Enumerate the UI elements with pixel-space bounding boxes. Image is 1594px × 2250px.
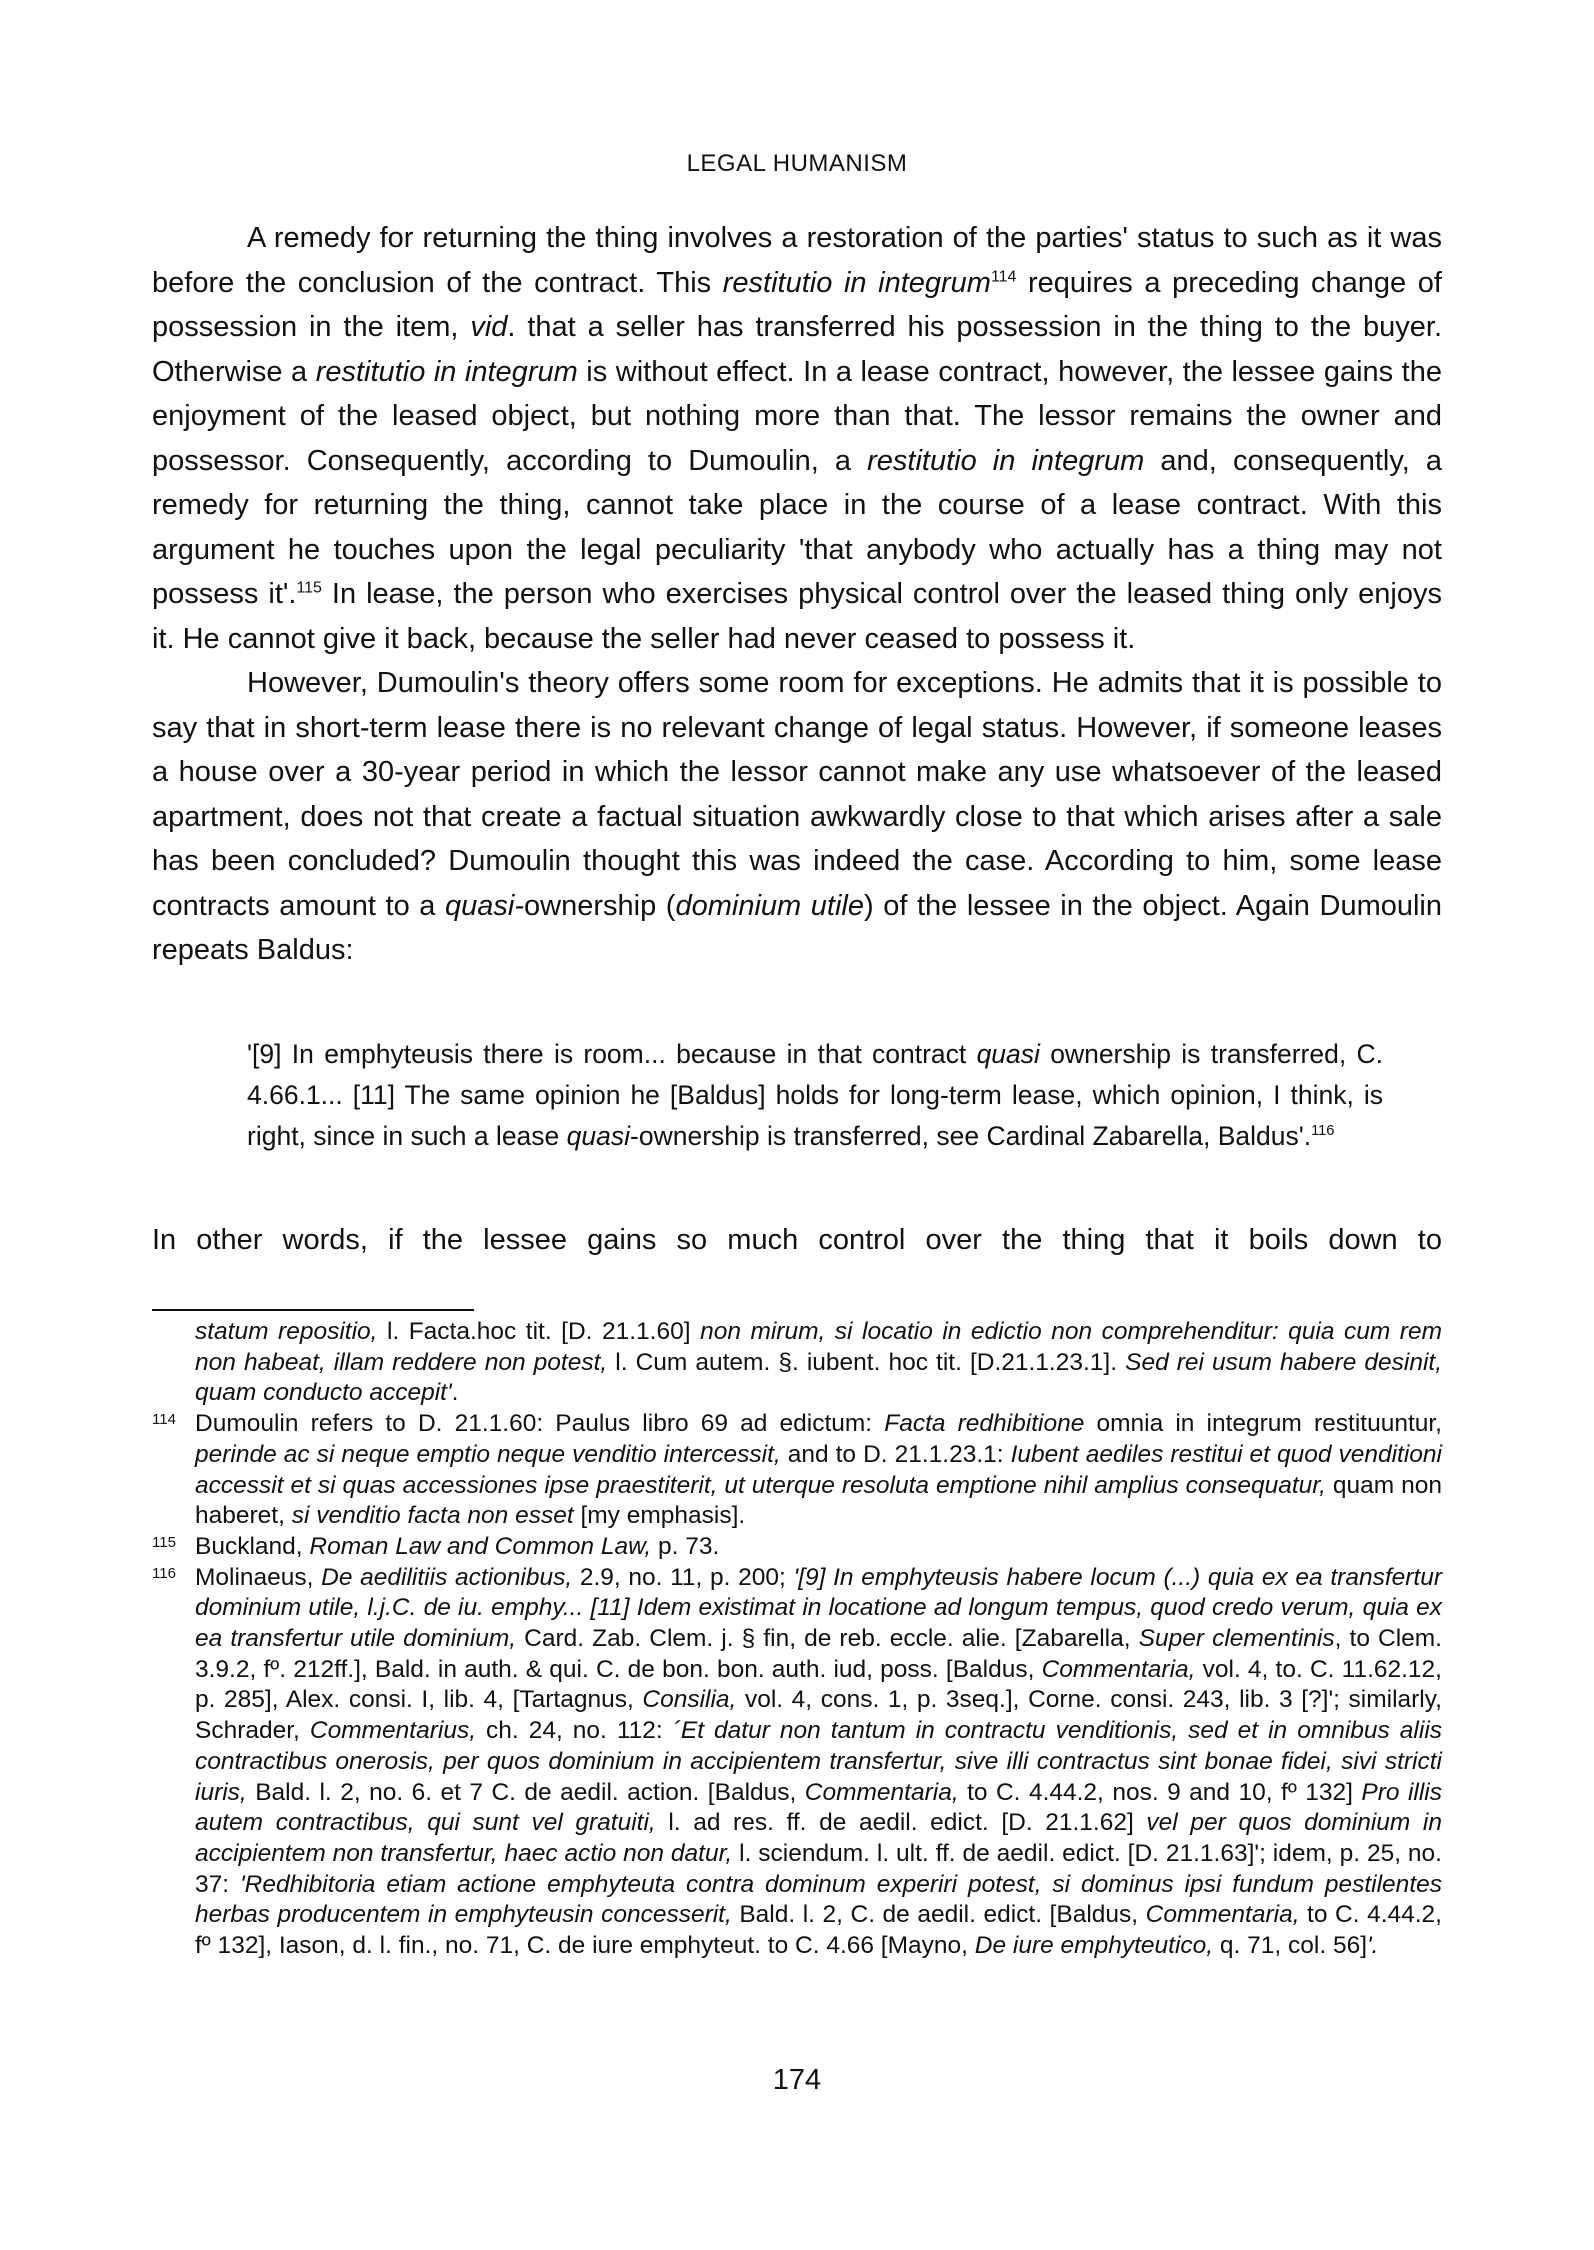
italic-text: De aedilitiis actionibus,	[321, 1563, 573, 1591]
paragraph	[152, 216, 1442, 661]
italic-text: '[9] In emphyteusis habere locum (...) quia ex ea transfertur dominium utile, l.j.C. de iu. emphy... [11] Idem existimat in locatione ad longum tempus, quod credo verum, quia ex ea transfertur utile dominium,	[195, 1563, 1443, 1653]
text-run: . that a seller has transferred his possession in the thing to the buyer. Otherwise a	[152, 311, 1442, 388]
page-number: 174	[772, 2064, 822, 2096]
text-run: [my emphasis].	[573, 1502, 746, 1530]
text-run: ) of the lessee in the object. Again Dumoulin repeats Baldus:	[152, 889, 1442, 966]
block-quote	[247, 1034, 1383, 1157]
text-run: In other words, if the lessee gains so much control over the thing that it boils down to	[152, 1224, 1442, 1256]
text-run: l. sciendum. l. ult. ff. de aedil. edict. [D. 21.1.63]'; idem, p. 25, no. 37:	[195, 1839, 1442, 1898]
footnote-number: 115	[152, 1533, 176, 1551]
text-run: However, Dumoulin's theory offers some room for exceptions. He admits that it is possible to say that in short-term lease there is no relevant change of legal status. However, if someone leases a house over a 30-year period in which the lessor cannot make any use whatsoever of the leased apartment, does not that create a factual situation awkwardly close to that which arises after a sale has been concluded? Dumoulin thought this was indeed the case. According to him, some lease contracts amount to a	[152, 667, 1442, 922]
italic-text: Iubent aediles restitui et quod venditioni accessit et si quas accessiones ipse praestiterit, ut uterque resoluta emptione nihil amplius consequatur,	[195, 1440, 1443, 1499]
italic-text: si venditio facta non esset	[291, 1502, 574, 1530]
italic-text: quasi	[976, 1039, 1040, 1069]
text-run: to C. 4.44.2, fº 132], Iason, d. l. fin., no. 71, C. de iure emphyteut. to C. 4.66 [Mayno,	[195, 1901, 1442, 1960]
italic-text: Commentarius,	[309, 1717, 476, 1745]
text-run: '[9] In emphyteusis there is room... because in that contract	[247, 1039, 977, 1069]
italic-text: quasi-	[445, 889, 525, 922]
text-run: omnia in integrum restituuntur,	[1084, 1410, 1442, 1438]
text-run: .	[451, 1379, 459, 1407]
footnote-116	[152, 1563, 1442, 1962]
italic-text: Pro illis autem contractibus, qui sunt vel gratuiti,	[195, 1778, 1442, 1837]
italic-text: restitutio in integrum	[722, 266, 991, 299]
footnote-115	[152, 1532, 1442, 1563]
text-run: quam non haberet,	[195, 1471, 1442, 1530]
italic-text: Consilia,	[642, 1686, 737, 1714]
text-run: Molinaeus,	[195, 1563, 322, 1591]
text-run: Buckland,	[195, 1532, 310, 1560]
text-run: l. Facta.hoc tit. [D. 21.1.60]	[377, 1318, 701, 1345]
italic-text: 'Redhibitoria etiam actione emphyteuta contra dominum experiri potest, si dominus ipsi fundum pestilentes herbas producentem in emphyteusin concesserit,	[195, 1870, 1442, 1929]
body-text	[152, 216, 1442, 973]
footnote-number: 116	[152, 1564, 176, 1582]
footnote-text	[195, 1533, 719, 1560]
text-run: Bald. l. 2, C. de aedil. edict. [Baldus,	[731, 1901, 1146, 1929]
italic-text: Roman Law and Common Law,	[309, 1532, 652, 1560]
italic-text: Sed rei usum habere desinit, quam conducto accepit'	[195, 1348, 1443, 1407]
text-run: Card. Zab. Clem. j. § fin, de reb. eccle. alie. [Zabarella,	[516, 1625, 1139, 1653]
footnote-reference: 116	[1311, 1123, 1335, 1140]
italic-text: Commentaria,	[804, 1778, 959, 1806]
italic-text: non mirum, si locatio in edictio non comprehenditur: quia cum rem non habeat, illam reddere non potest,	[195, 1318, 1442, 1376]
italic-text: Facta redhibitione	[884, 1410, 1085, 1438]
text-run: A remedy for returning the thing involves a restoration of the parties' status to such as it was before the conclusion of the contract. This	[152, 222, 1442, 299]
text-run: ownership is transferred, C. 4.66.1... [11] The same opinion he [Baldus] holds for long-term lease, which opinion, I think, is right, since in such a lease	[247, 1039, 1384, 1151]
paragraph	[152, 1218, 1442, 1263]
text-run: ownership (	[524, 889, 676, 922]
text-run: -ownership is transferred, see Cardinal Zabarella, Baldus'.	[630, 1121, 1312, 1151]
text-run: ch. 24, no. 112:	[476, 1717, 673, 1745]
text-run: l. Cum autem. §. iubent. hoc tit. [D.21.1.23.1].	[607, 1348, 1126, 1376]
italic-text: vel per quos dominium in accipientem non transfertur, haec actio non datur,	[195, 1809, 1442, 1867]
text-run: 2.9, no. 11, p. 200;	[572, 1563, 794, 1591]
footnote-reference: 114	[990, 267, 1017, 285]
text-run: vol. 4, cons. 1, p. 3seq.], Corne. consi. 243, lib. 3 [?]'; similarly, Schrader,	[195, 1686, 1442, 1745]
footnote-separator	[152, 1309, 474, 1311]
footnote-number: 114	[152, 1411, 176, 1429]
text-run: p. 73.	[651, 1532, 720, 1560]
italic-text: Commentaria,	[1041, 1655, 1196, 1683]
text-run: is without effect. In a lease contract, however, the lessee gains the enjoyment of the leased object, but nothing more than that. The lessor remains the owner and possessor. Consequently, according to Dumoulin, a	[152, 355, 1442, 477]
text-run: and to D. 21.1.23.1:	[780, 1440, 1011, 1468]
text-run: to C. 4.44.2, nos. 9 and 10, fº 132]	[958, 1778, 1362, 1806]
text-run: requires a preceding change of possession in the item,	[152, 266, 1442, 343]
text-run: q. 71, col. 56]	[1213, 1932, 1367, 1960]
italic-text: dominium utile	[675, 889, 864, 922]
text-run: , to Clem. 3.9.2, fº. 212ff.], Bald. in auth. & qui. C. de bon. bon. auth. iud, poss. [Baldus,	[195, 1625, 1442, 1683]
text-run: l. ad res. ff. de aedil. edict. [D. 21.1.62]	[655, 1809, 1147, 1837]
footnotes	[152, 1317, 1442, 1962]
italic-text: restitutio in integrum	[315, 355, 578, 388]
italic-text: '.	[1367, 1932, 1379, 1960]
footnote-reference: 115	[296, 579, 322, 597]
text-run: vol. 4, to. C. 11.62.12, p. 285], Alex. consi. I, lib. 4, [Tartagnus,	[195, 1655, 1442, 1714]
running-head: LEGAL HUMANISM	[686, 150, 908, 177]
italic-text: ´Et datur non tantum in contractu venditionis, sed et in omnibus aliis contractibus onerosis, per quos dominium in accipientem transfertur, sive illi contractus sint bonae fidei, sivi stricti iuris,	[195, 1717, 1443, 1806]
text-run: In lease, the person who exercises physical control over the leased thing only enjoys it. He cannot give it back, because the seller had never ceased to possess it.	[152, 578, 1442, 655]
text-run: Dumoulin refers to D. 21.1.60: Paulus libro 69 ad edictum:	[195, 1410, 885, 1438]
italic-text: statum repositio,	[195, 1318, 378, 1345]
footnote-text	[195, 1564, 1442, 1959]
italic-text: De iure emphyteutico,	[974, 1932, 1214, 1960]
footnote-text	[195, 1410, 1442, 1529]
text-run: Bald. l. 2, no. 6. et 7 C. de aedil. action. [Baldus,	[246, 1778, 805, 1806]
italic-text: Commentaria,	[1145, 1901, 1300, 1929]
italic-text: restitutio in integrum	[867, 444, 1145, 477]
italic-text: quasi	[566, 1121, 631, 1151]
italic-text: vid	[470, 311, 508, 343]
paragraph	[152, 661, 1442, 973]
footnote-114	[152, 1409, 1442, 1532]
text-run: and, consequently, a remedy for returning the thing, cannot take place in the course of a lease contract. With this argument he touches upon the legal peculiarity 'that anybody who actually has a thing may not possess it'.	[152, 444, 1442, 610]
italic-text: perinde ac si neque emptio neque venditio intercessit,	[195, 1440, 781, 1468]
footnote-continuation	[152, 1317, 1442, 1409]
italic-text: Super clementinis	[1138, 1625, 1335, 1653]
footnote-text	[195, 1318, 1442, 1406]
